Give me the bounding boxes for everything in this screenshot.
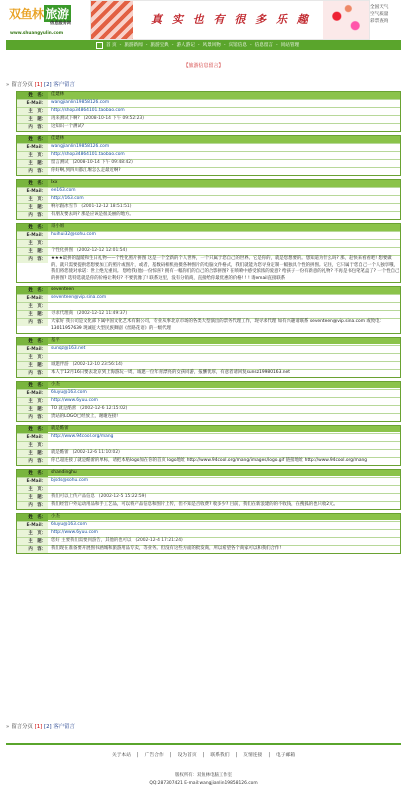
entry-name-row bbox=[17, 180, 400, 188]
lottery-link[interactable]: 彩票查询 bbox=[370, 19, 389, 24]
page-1-link[interactable]: [1] bbox=[34, 724, 43, 730]
entry-subject-cell bbox=[48, 362, 400, 369]
entry-homepage-label: 主 页： bbox=[17, 530, 48, 537]
entry-email-label: E-Mail： bbox=[17, 346, 48, 353]
entry-email-row bbox=[17, 346, 400, 354]
entry-subject-row bbox=[17, 116, 400, 124]
entry-email-cell bbox=[48, 478, 400, 485]
entry-email-cell bbox=[48, 144, 400, 151]
entry-homepage-row bbox=[17, 442, 400, 450]
message-entry bbox=[16, 513, 401, 554]
entry-time: (2008-10-14 下午 09:52:23) bbox=[83, 116, 144, 121]
entry-time: (2002-12-6 11:10:02) bbox=[72, 449, 120, 455]
entry-subject-row bbox=[17, 248, 400, 256]
entry-subject-label: 主 题： bbox=[17, 494, 48, 501]
entry-homepage-cell bbox=[48, 196, 400, 203]
nav-item[interactable]: 信息留言 bbox=[254, 43, 274, 48]
message-entry bbox=[16, 381, 401, 422]
nav-item[interactable]: 风景风物 bbox=[202, 43, 221, 48]
entry-email[interactable]: huihui32@sohu.com bbox=[51, 232, 96, 237]
entry-content-label: 内 容： bbox=[17, 319, 48, 326]
entry-email-cell bbox=[48, 522, 400, 529]
nav-item[interactable]: 旅游新闻 bbox=[124, 43, 143, 48]
entry-homepage-label: 主 页： bbox=[17, 303, 48, 310]
entry-name-label: 姓 名： bbox=[17, 470, 48, 477]
entry-email-cell bbox=[48, 100, 400, 107]
nav-item[interactable]: 旅游宝典 bbox=[150, 43, 169, 48]
entry-content-cell bbox=[48, 370, 400, 377]
entry-subject: TO 就是酷蕾 bbox=[51, 405, 77, 411]
entry-subject-cell bbox=[48, 494, 400, 501]
entry-subject-label: 主 题： bbox=[17, 450, 48, 457]
entry-email[interactable]: 6luyu@163.com bbox=[51, 389, 87, 395]
home-icon bbox=[96, 42, 103, 49]
entry-content-row bbox=[17, 370, 400, 377]
message-entry bbox=[16, 337, 401, 378]
entry-content-row bbox=[17, 414, 400, 421]
entry-email-cell bbox=[48, 188, 400, 195]
entry-email-label: E-Mail： bbox=[17, 188, 48, 195]
entry-homepage-row bbox=[17, 530, 400, 538]
entry-content-row bbox=[17, 502, 400, 509]
entry-content-label: 内 容： bbox=[17, 168, 48, 175]
entry-subject: 诚邀伴游 bbox=[51, 361, 69, 367]
entry-content-label: 内 容： bbox=[17, 458, 48, 465]
entry-subject-cell bbox=[48, 311, 400, 318]
entry-homepage-label: 主 页： bbox=[17, 486, 48, 493]
entry-homepage[interactable]: http://shop34864101.taobao.com bbox=[51, 108, 125, 113]
entry-name: 基平 bbox=[51, 337, 60, 343]
copyright: 版权所有：双鱼林电脑工作室 bbox=[174, 773, 233, 778]
entry-email-label: E-Mail： bbox=[17, 232, 48, 239]
entry-homepage-row bbox=[17, 196, 400, 204]
entry-subject-row bbox=[17, 450, 400, 458]
entry-homepage-row bbox=[17, 398, 400, 406]
nav-separator: - bbox=[145, 42, 148, 48]
entry-subject: 响尔跟冰雪节 bbox=[51, 204, 78, 209]
banner-stripe bbox=[91, 1, 133, 39]
footer-links bbox=[6, 751, 401, 758]
entry-time: (2001-12-12 18:51:51) bbox=[81, 204, 132, 209]
side-links bbox=[370, 4, 401, 25]
entry-content-row bbox=[17, 168, 400, 175]
entry-subject-label: 主 题： bbox=[17, 160, 48, 167]
entry-content-label: 内 容： bbox=[17, 212, 48, 219]
entry-name-cell bbox=[48, 470, 400, 477]
entry-homepage-label: 主 页： bbox=[17, 442, 48, 449]
entry-subject-label: 主 题： bbox=[17, 248, 48, 255]
entry-name: 哥小姐 bbox=[51, 224, 65, 229]
breadcrumb: 【旅游信息留言】 bbox=[183, 63, 224, 69]
message-entry bbox=[16, 223, 401, 283]
entry-email[interactable]: bjsds@sohu.com bbox=[51, 477, 89, 483]
entry-subject-cell bbox=[48, 406, 400, 413]
entry-name-row bbox=[17, 382, 400, 390]
site-logo[interactable] bbox=[6, 2, 88, 38]
entry-content: 有朋友要去吗? 那是应该是很美丽的地方。 bbox=[51, 212, 134, 217]
entry-content-label: 内 容： bbox=[17, 124, 48, 131]
entry-email-cell bbox=[48, 390, 400, 397]
entry-homepage-row bbox=[17, 108, 400, 116]
entry-name-label: 姓 名： bbox=[17, 224, 48, 231]
entry-name-label: 姓 名： bbox=[17, 338, 48, 345]
entry-subject: 寻求代理商 bbox=[51, 311, 73, 317]
entry-homepage-cell bbox=[48, 108, 400, 115]
logo-text-2: 旅游 bbox=[45, 7, 69, 21]
entry-subject-label: 主 题： bbox=[17, 311, 48, 318]
header bbox=[6, 0, 401, 40]
entry-name-label: 姓 名： bbox=[17, 180, 48, 187]
entry-name-cell bbox=[48, 514, 400, 521]
entry-name-cell bbox=[48, 136, 400, 143]
message-entry bbox=[16, 469, 401, 510]
footer-separator: | bbox=[202, 753, 205, 758]
entry-name-label: 姓 名： bbox=[17, 92, 48, 99]
entry-homepage-row bbox=[17, 152, 400, 160]
entry-homepage-cell bbox=[48, 530, 400, 537]
footer-link[interactable]: 设为首页 bbox=[177, 753, 197, 758]
entry-subject-row bbox=[17, 362, 400, 370]
entry-time: (2002-12-10 23:56:14) bbox=[72, 361, 123, 367]
entry-content: 本人于12月16日要去北京到上海游玩一周，诚邀一位年青漂亮的女孩同游，报酬优厚，有意者请回复sunsz19980163.net bbox=[51, 369, 290, 375]
entry-time: (2002-12-12 12:01:54) bbox=[76, 248, 128, 253]
entry-email[interactable]: wangjianlin19858126.com bbox=[51, 100, 110, 105]
nav-item[interactable]: 宾馆信息 bbox=[228, 43, 247, 48]
entry-email-row bbox=[17, 478, 400, 486]
entry-content-label: 内 容： bbox=[17, 370, 48, 377]
entry-name: shandinghu bbox=[51, 469, 77, 475]
entry-homepage-row bbox=[17, 303, 400, 311]
header-banner bbox=[90, 0, 370, 40]
entry-email-row bbox=[17, 522, 400, 530]
footer-link[interactable]: 电子邮箱 bbox=[275, 753, 296, 758]
entry-name-label: 姓 名： bbox=[17, 426, 48, 433]
entry-name-label: 姓 名： bbox=[17, 382, 48, 389]
entry-content-cell bbox=[48, 124, 400, 131]
message-entry bbox=[16, 286, 401, 333]
entry-content: ★★★最拼的温暖和生日礼物——个性化照片拼图 这是一个全新的个人世界，一个只属于您自己的世界。它是你的，就是您想要的。想知道为什么吗? 那，赶快来看看吧! 想要做的，就只需要提供您想要加工的照片或图片，或者，基数码相机拍摄各种图片的电脑文件格式，我们就能为您寻身定制一幅独具个性的拼图。记住，它只属于您自己一个人独享哦，我们将您使对承诺：世上绝无重同。 想给我(他)一份惊喜? 拥有一幅你们的自己的合影拼图? 在喷喷中感受浓浓的爱意? 给孩子一份有新意的礼物? 不再是书包笔笔盒了? 一个性自己的拼图? 选特选就是你的价格让利好? 不要犹豫了! 联系这里，没有分销商，直接给你最优惠的价格! ! ! 请email直接联系 bbox=[51, 256, 400, 281]
entry-homepage-row bbox=[17, 486, 400, 494]
page-2-link[interactable]: [2] bbox=[43, 82, 52, 88]
entry-subject-cell bbox=[48, 160, 400, 167]
entry-email-row bbox=[17, 188, 400, 196]
entry-name-cell bbox=[48, 338, 400, 345]
entry-email[interactable]: wangjianlin19858126.com bbox=[51, 144, 110, 149]
entry-name: lxx bbox=[51, 180, 58, 185]
entry-content-label: 内 容： bbox=[17, 502, 48, 509]
entry-name-label: 姓 名： bbox=[17, 514, 48, 521]
entry-content: 你好啊,到四川都江堰怎么走最近啊? bbox=[51, 168, 121, 173]
entry-subject-row bbox=[17, 538, 400, 546]
entry-content-cell bbox=[48, 458, 400, 465]
nav-item[interactable]: 游人游记 bbox=[176, 43, 195, 48]
entry-homepage[interactable]: http://163.com bbox=[51, 196, 84, 201]
message-entry bbox=[16, 425, 401, 466]
footer-separator: | bbox=[268, 753, 270, 758]
pager-top bbox=[6, 80, 75, 88]
entry-email-row bbox=[17, 100, 400, 108]
footer-separator: | bbox=[235, 753, 238, 758]
entry-name-cell bbox=[48, 92, 400, 99]
entry-name-row bbox=[17, 338, 400, 346]
entry-content: 我们现在准备要开展图书涵城和旅游用品专卖，等业务。但没有这些方面的批发商，所以希望各个商家可以和我们合作! bbox=[51, 545, 282, 551]
entry-email-row bbox=[17, 434, 400, 442]
entry-email-row bbox=[17, 232, 400, 240]
weather-link[interactable]: 全国天气 bbox=[370, 5, 389, 10]
entry-email[interactable]: seventeen@vip.sina.com bbox=[51, 295, 107, 301]
entry-time: (2002-12-5 15:22:59) bbox=[98, 493, 147, 499]
entry-content-label: 内 容： bbox=[17, 256, 48, 263]
message-entry bbox=[16, 91, 401, 132]
entry-email-label: E-Mail： bbox=[17, 295, 48, 302]
entry-homepage-cell bbox=[48, 152, 400, 159]
entry-name-cell bbox=[48, 426, 400, 433]
page bbox=[6, 0, 401, 786]
entry-email-label: E-Mail： bbox=[17, 478, 48, 485]
nav-separator: - bbox=[171, 42, 174, 48]
entry-email-label: E-Mail： bbox=[17, 100, 48, 107]
entry-email-row bbox=[17, 295, 400, 303]
entry-subject-cell bbox=[48, 538, 400, 545]
entry-homepage-row bbox=[17, 240, 400, 248]
entry-time: (2002-12-6 12:15:02) bbox=[80, 405, 128, 411]
entry-name: 小杰 bbox=[51, 513, 60, 519]
nav-separator: - bbox=[249, 42, 252, 48]
footer-divider bbox=[6, 743, 401, 745]
main-nav bbox=[6, 40, 401, 50]
entry-name-label: 姓 名： bbox=[17, 287, 48, 294]
entry-subject-row bbox=[17, 204, 400, 212]
nav-item[interactable]: 首 页 bbox=[106, 43, 117, 48]
entry-email[interactable]: sunqz@163.net bbox=[51, 345, 86, 351]
entry-name: 小杰 bbox=[51, 381, 60, 387]
entry-time: (2002-12-12 11:49:37) bbox=[76, 311, 128, 317]
entry-content-cell bbox=[48, 414, 400, 421]
entry-content-row bbox=[17, 212, 400, 219]
entry-email[interactable]: http://www.94cool.org/mang bbox=[51, 433, 114, 439]
entry-email-cell bbox=[48, 346, 400, 353]
entry-homepage-label: 主 页： bbox=[17, 240, 48, 247]
entry-subject-cell bbox=[48, 204, 400, 211]
entry-name-row bbox=[17, 136, 400, 144]
page-2-link[interactable]: [2] bbox=[43, 724, 52, 730]
flower-image bbox=[323, 1, 369, 39]
footer-link[interactable]: 友情连接 bbox=[243, 753, 263, 758]
entry-subject: 我们可以上传产品信息 bbox=[51, 493, 95, 499]
entry-homepage-label: 主 页： bbox=[17, 152, 48, 159]
nav-separator: - bbox=[197, 42, 200, 48]
air-quality-link[interactable]: 空气质量 bbox=[370, 12, 389, 17]
entry-content-cell bbox=[48, 319, 400, 332]
entry-email-cell bbox=[48, 434, 400, 441]
entry-email-cell bbox=[48, 295, 400, 302]
guestbook-link[interactable]: 客户留言 bbox=[53, 82, 75, 88]
entry-homepage[interactable]: http://www.6yuu.com bbox=[51, 397, 98, 403]
footer bbox=[6, 743, 401, 786]
nav-item[interactable]: 同站管理 bbox=[280, 43, 300, 48]
entry-name-row bbox=[17, 470, 400, 478]
entry-content: 我们经营户外运动用品和手工艺品，可以将产品信息和图片上传，但不知是否收费? 收多少? 目前，我们在新浪建的的不收钱，在搜狐的也只收2元。 bbox=[51, 501, 338, 507]
entry-homepage[interactable]: http://shop34864101.taobao.com bbox=[51, 152, 125, 157]
entry-content-label: 内 容： bbox=[17, 414, 48, 421]
entry-subject: 再来测试下啊? bbox=[51, 116, 80, 121]
entry-subject: 就是酷蕾 bbox=[51, 449, 69, 455]
entry-name: 佳建林 bbox=[51, 92, 65, 97]
footer-separator: | bbox=[169, 753, 172, 758]
entry-email[interactable]: 6luyu@163.com bbox=[51, 521, 87, 527]
entry-content-cell bbox=[48, 212, 400, 219]
entry-name-cell bbox=[48, 180, 400, 187]
logo-subtitle: 信息服务网 bbox=[50, 20, 71, 25]
entry-name-row bbox=[17, 514, 400, 522]
entry-content-cell bbox=[48, 168, 400, 175]
entry-subject: 您好 主要我们需要到游告，其他的也可以 bbox=[51, 537, 132, 543]
entry-homepage-label: 主 页： bbox=[17, 108, 48, 115]
entry-homepage-cell bbox=[48, 398, 400, 405]
entry-content: 大家好 我公司是文化部下属中国文化艺术有限公司，专业从事北京市场的各类大型演出的票务代理工作，现寻求代理 如有兴趣请联系 seventeen@vip.sina.com 或致电：13011957639 现诚征大型民族舞剧《丝路花语》的一级代理 bbox=[51, 319, 384, 331]
entry-name: seventeen bbox=[51, 287, 74, 293]
entry-name-cell bbox=[48, 224, 400, 231]
guestbook-link[interactable]: 客户留言 bbox=[53, 724, 75, 730]
entry-email-label: E-Mail： bbox=[17, 522, 48, 529]
entry-subject-label: 主 题： bbox=[17, 406, 48, 413]
entry-subject-cell bbox=[48, 248, 400, 255]
footer-link[interactable]: 广告合作 bbox=[144, 753, 164, 758]
entry-name: 佳建林 bbox=[51, 136, 65, 141]
entry-content-cell bbox=[48, 502, 400, 509]
pager-label: 留言分页 bbox=[11, 724, 33, 730]
nav-separator: - bbox=[276, 42, 278, 48]
nav-separator: - bbox=[119, 42, 122, 48]
entry-email-label: E-Mail： bbox=[17, 434, 48, 441]
entry-subject-label: 主 题： bbox=[17, 116, 48, 123]
page-1-link[interactable]: [1] bbox=[34, 82, 43, 88]
entry-time: (2008-10-14 下午 09:48:42) bbox=[72, 160, 133, 165]
entry-email-row bbox=[17, 144, 400, 152]
entry-subject: 个性化拼图 bbox=[51, 248, 73, 253]
entry-subject-cell bbox=[48, 450, 400, 457]
footer-link[interactable]: 联系我们 bbox=[210, 753, 230, 758]
entry-content-row bbox=[17, 256, 400, 282]
entry-name-row bbox=[17, 224, 400, 232]
entry-homepage-label: 主 页： bbox=[17, 196, 48, 203]
banner-slogan: 真 实 也 有 很 多 乐 趣 bbox=[151, 13, 311, 26]
logo-url: www.shuangyulin.com bbox=[10, 30, 64, 35]
entry-email-row bbox=[17, 390, 400, 398]
entry-subject-row bbox=[17, 160, 400, 168]
footer-link[interactable]: 关于本站 bbox=[111, 753, 132, 758]
entry-subject-row bbox=[17, 406, 400, 414]
nav-separator: - bbox=[223, 42, 226, 48]
entry-content: 你已超连接了就是酷蕾的单标，请把本贴logo加在你的首页 logo地址 http://www.94cool.org/mang/images/logo.gif 链接地址 http://www.94cool.org/mang bbox=[51, 457, 368, 463]
entry-content-row bbox=[17, 124, 400, 131]
pager-label: 留言分页 bbox=[11, 82, 33, 88]
entry-content-label: 内 容： bbox=[17, 546, 48, 553]
entry-email-cell bbox=[48, 232, 400, 239]
message-list bbox=[16, 91, 401, 557]
entry-content-cell bbox=[48, 546, 400, 553]
entry-content-row bbox=[17, 319, 400, 332]
entry-name-label: 姓 名： bbox=[17, 136, 48, 143]
arrow-icon: » bbox=[6, 724, 10, 730]
message-entry bbox=[16, 135, 401, 176]
entry-email[interactable]: ee163.com bbox=[51, 188, 76, 193]
entry-name: 就是酷蕾 bbox=[51, 425, 69, 431]
contact-info: QQ:287307421 E-mail:wangjianlin19858126.com bbox=[149, 781, 258, 786]
entry-name-row bbox=[17, 426, 400, 434]
entry-name-row bbox=[17, 92, 400, 100]
arrow-icon: » bbox=[6, 82, 10, 88]
entry-email-label: E-Mail： bbox=[17, 144, 48, 151]
entry-time: (2002-12-4 17:21:24) bbox=[135, 537, 183, 543]
entry-homepage-label: 主 页： bbox=[17, 354, 48, 361]
entry-subject-cell bbox=[48, 116, 400, 123]
entry-homepage-row bbox=[17, 354, 400, 362]
entry-homepage-label: 主 页： bbox=[17, 398, 48, 405]
entry-homepage[interactable]: http://www.6yuu.com bbox=[51, 529, 98, 535]
entry-subject: 留言测试 bbox=[51, 160, 69, 165]
footer-separator: | bbox=[137, 753, 139, 758]
entry-subject-row bbox=[17, 494, 400, 502]
entry-subject-label: 主 题： bbox=[17, 538, 48, 545]
entry-content-cell bbox=[48, 256, 400, 282]
pager-bottom bbox=[6, 722, 75, 730]
entry-content: 这知识一个测试? bbox=[51, 124, 85, 129]
entry-content-row bbox=[17, 546, 400, 553]
entry-email-label: E-Mail： bbox=[17, 390, 48, 397]
entry-subject-label: 主 题： bbox=[17, 362, 48, 369]
entry-name-cell bbox=[48, 287, 400, 294]
message-entry bbox=[16, 179, 401, 220]
entry-subject-label: 主 题： bbox=[17, 204, 48, 211]
entry-content: 贵站的LOGO已经放上，谢谢连接! bbox=[51, 413, 119, 419]
logo-text-1: 双鱼林 bbox=[9, 7, 44, 21]
entry-name-cell bbox=[48, 382, 400, 389]
entry-content-row bbox=[17, 458, 400, 465]
